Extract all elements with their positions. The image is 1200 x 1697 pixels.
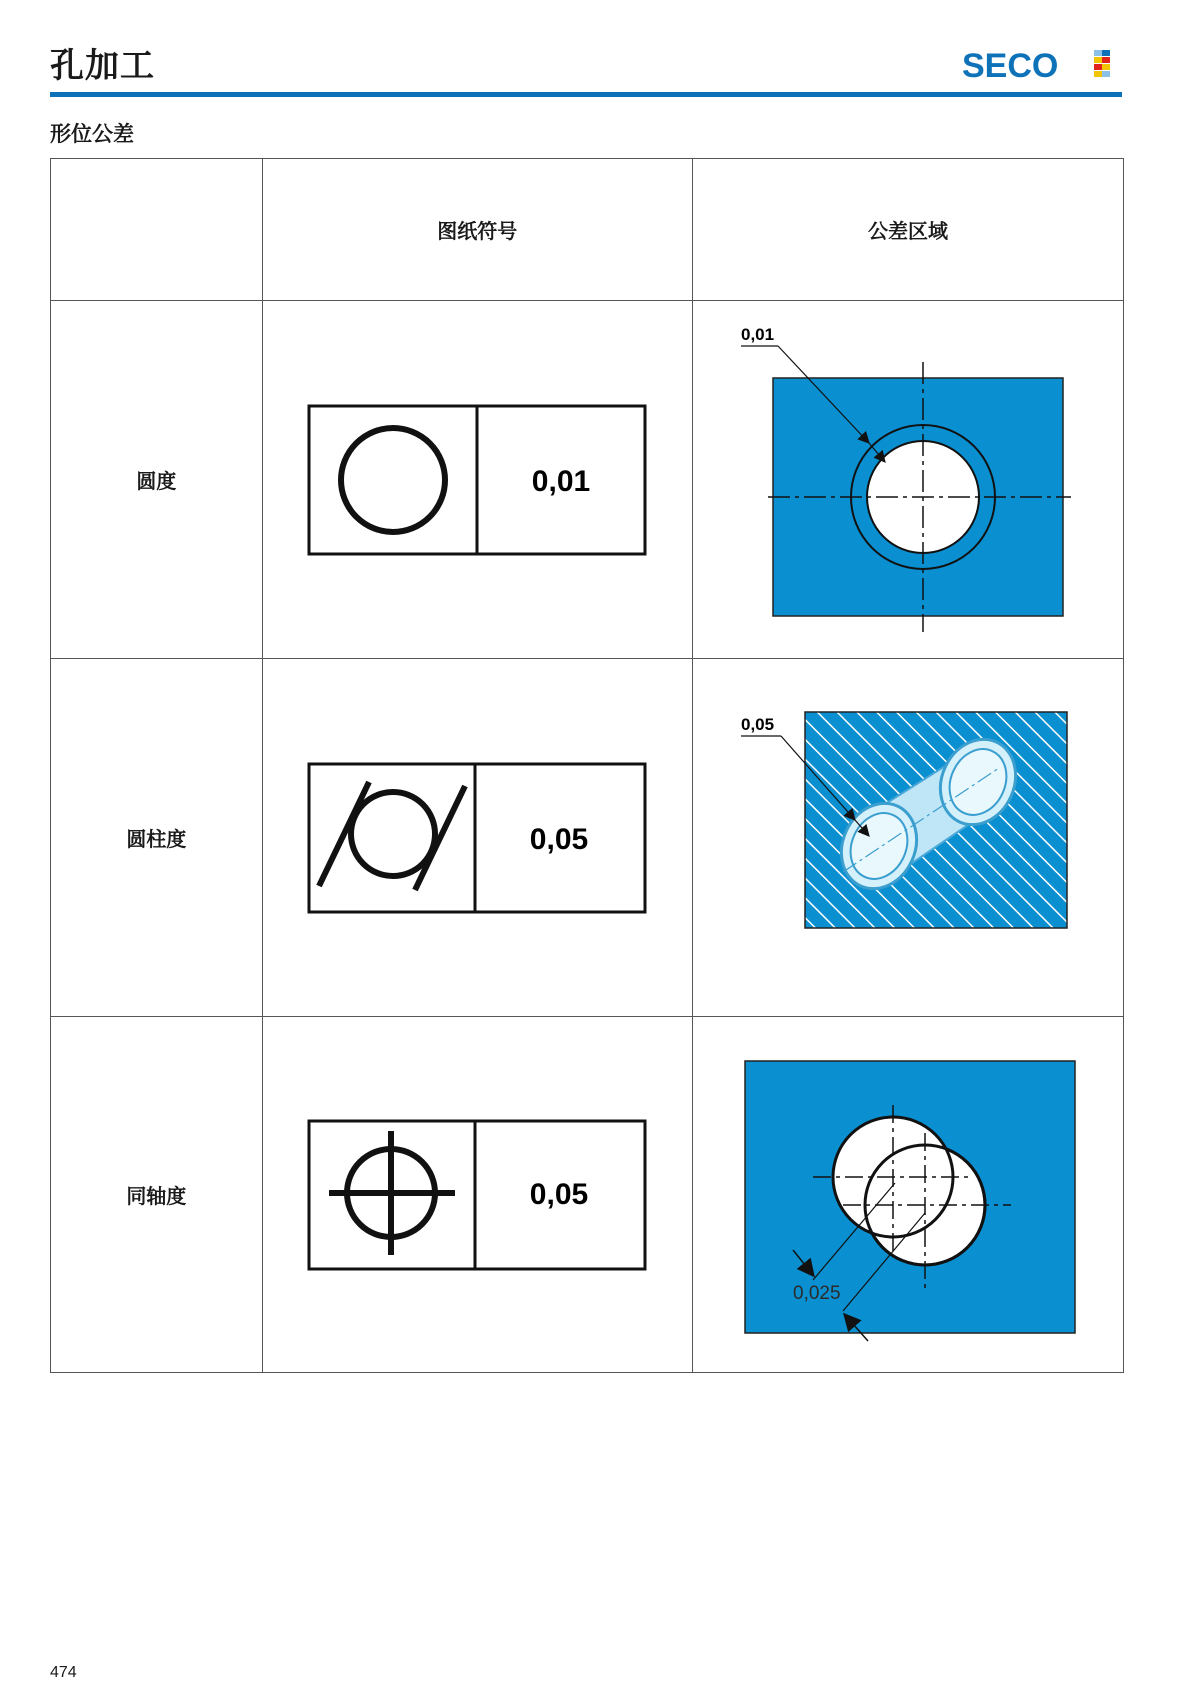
page-title: 孔加工 <box>50 46 155 86</box>
table-row <box>51 1017 1124 1373</box>
tolerance-value: 0,05 <box>530 822 589 856</box>
header-cell-empty <box>51 159 263 301</box>
circularity-zone-diagram <box>693 310 1123 650</box>
page-number: 474 <box>50 1664 77 1681</box>
row-label-cylindricity: 圆柱度 <box>126 827 187 851</box>
feature-control-frame <box>307 762 647 914</box>
row-label-cell <box>51 301 263 659</box>
row-label-concentricity: 同轴度 <box>126 1184 187 1208</box>
header-cell-drawing-symbol <box>262 159 692 301</box>
row-label-cell <box>51 659 263 1017</box>
concentricity-icon <box>329 1131 455 1255</box>
tolerance-value: 0,01 <box>532 464 591 498</box>
cylindricity-icon <box>319 782 465 890</box>
symbol-cell <box>262 659 692 1017</box>
symbol-cell <box>262 301 692 659</box>
header-cell-tolerance-zone <box>692 159 1123 301</box>
zone-dimension-label: 0,01 <box>740 324 775 344</box>
symbol-cell <box>262 1017 692 1373</box>
logo-text: SECO <box>962 47 1059 82</box>
table-row <box>51 659 1124 1017</box>
zone-cell <box>692 301 1123 659</box>
feature-control-frame <box>307 1119 647 1271</box>
column-header-tolerance-zone: 公差区域 <box>867 219 948 243</box>
zone-dimension-label: 0,025 <box>792 1282 841 1304</box>
table-row <box>51 301 1124 659</box>
circularity-icon <box>341 428 445 532</box>
cylindricity-zone-diagram <box>693 668 1123 1008</box>
tolerance-value: 0,05 <box>530 1177 589 1211</box>
feature-control-frame <box>307 404 647 556</box>
seco-logo <box>962 46 1122 82</box>
zone-cell <box>692 659 1123 1017</box>
concentricity-zone-diagram <box>693 1025 1123 1365</box>
section-title: 形位公差 <box>50 121 134 146</box>
zone-cell <box>692 1017 1123 1373</box>
tolerance-table <box>50 158 1124 1373</box>
table-header-row <box>51 159 1124 301</box>
row-label-circularity: 圆度 <box>136 469 177 493</box>
row-label-cell <box>51 1017 263 1373</box>
zone-dimension-label: 0,05 <box>740 714 775 734</box>
column-header-drawing-symbol: 图纸符号 <box>437 219 518 243</box>
header-rule <box>50 92 1122 97</box>
